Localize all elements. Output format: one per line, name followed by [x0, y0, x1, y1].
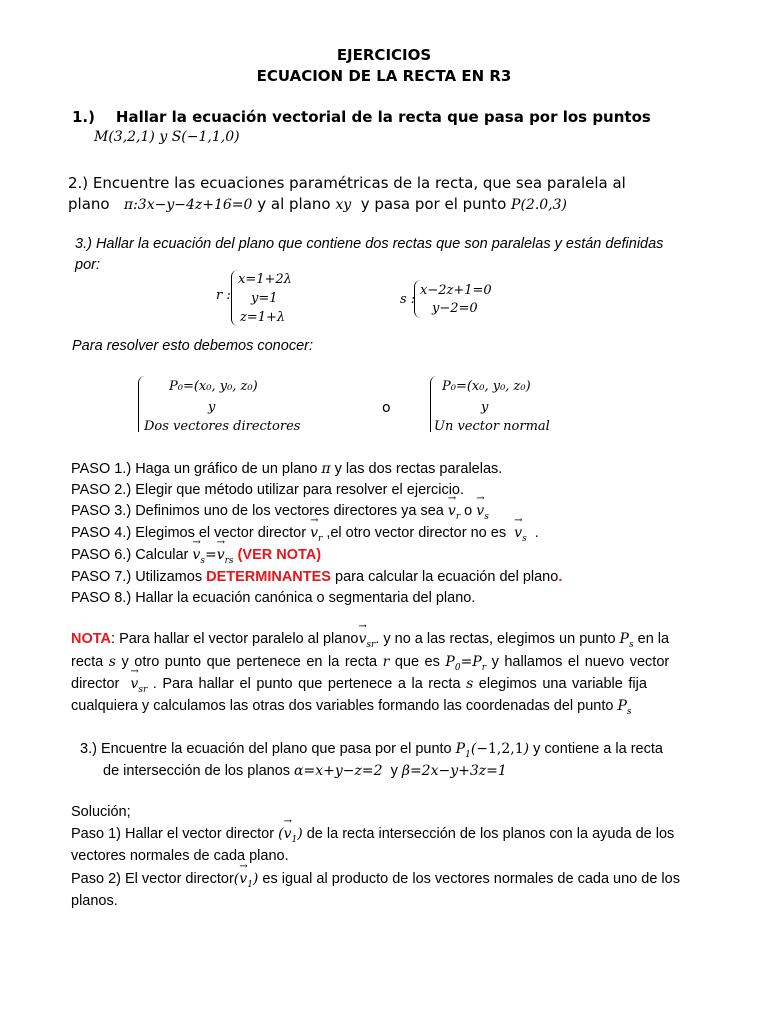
- paso-3-vector-s: → $v_s$: [476, 503, 489, 522]
- nota-line-2-d: y hallamos el nuevo vector: [491, 654, 670, 670]
- paso-3-or: o: [464, 503, 473, 519]
- requirements-right-normal: Un vector normal: [434, 419, 550, 432]
- solucion-paso-1-line-2: vectores normales de cada plano.: [71, 848, 289, 864]
- solucion-title: Solución;: [71, 804, 131, 820]
- line-r-eq-y: y=1: [251, 291, 278, 306]
- nota-line-3-b: . Para hallar el punto que pertenece a la recta: [152, 676, 461, 692]
- nota-vector-sr: → $v_{sr}$: [358, 631, 375, 650]
- exercise-4-line-2: [103, 763, 507, 779]
- exercise-3-line-2: por:: [75, 257, 100, 273]
- requirements-left-point: P₀=(x₀, y₀, z₀): [169, 379, 258, 394]
- paso-7-determinantes: DETERMINANTES: [206, 569, 331, 585]
- line-r-eq-x: x=1+2λ: [238, 272, 292, 287]
- paso-4-vector-r: → $v_r$: [310, 525, 322, 544]
- nota-line-2-b: y otro punto que pertenece en la recta: [121, 654, 378, 670]
- paso-4: [71, 525, 539, 544]
- paso-6: [71, 547, 321, 566]
- paso-3: [71, 503, 489, 522]
- solucion-paso-1-line-1: [71, 826, 674, 845]
- paso-4-vector-s: → $v_s$: [514, 525, 527, 544]
- exercise-4-line-1: [80, 741, 663, 760]
- nota-line-3-a: director: [71, 676, 120, 692]
- paso-2: PASO 2.) Elegir que método utilizar para resolver el ejercicio.: [71, 482, 465, 498]
- paso-1-text-a: PASO 1.) Haga un gráfico de un plano: [71, 461, 318, 477]
- nota-line-2-a: recta: [71, 654, 104, 670]
- nota-line-4-point: $P_s$: [617, 698, 632, 717]
- exercise-2-plane-equation: π:3x−y−4z+16=0: [123, 197, 253, 213]
- requirements-right-point: P₀=(x₀, y₀, z₀): [442, 379, 531, 394]
- solucion-paso-1-text-b: de la recta intersección de los planos con la ayuda de los: [306, 826, 675, 842]
- nota-line-3-s: s: [466, 676, 474, 692]
- solucion-paso-1-text-a: Paso 1) Hallar el vector director: [71, 826, 275, 842]
- solucion-paso-1-vector: (→ $v_1$): [278, 826, 303, 842]
- nota-line-2-equation: $P_0=P_r$: [445, 654, 487, 673]
- nota-line-3-c: elegimos una variable fija: [478, 676, 647, 692]
- line-s-eq-1: x−2z+1=0: [420, 283, 492, 298]
- line-s-eq-2: y−2=0: [432, 301, 478, 316]
- requirements-right-y: y: [481, 400, 489, 415]
- or-text: o: [382, 400, 391, 416]
- nota-point-ps: $P_s$: [619, 631, 634, 650]
- nota-label: NOTA: [71, 631, 112, 647]
- exercise-4-and: y: [390, 763, 398, 779]
- line-r-label: r :: [216, 288, 231, 303]
- solucion-paso-2-line-1: [71, 871, 680, 890]
- exercise-2-end-text: y pasa por el punto: [360, 195, 507, 213]
- paso-4-text-b: ,el otro vector director no es: [326, 525, 507, 541]
- paso-3-text: PASO 3.) Definimos uno de los vectores directores ya sea: [71, 503, 444, 519]
- requirements-right-block: [428, 372, 638, 432]
- paso-6-equation: → $v_s=\to v_{rs}$: [192, 547, 233, 563]
- exercise-3-line-1: 3.) Hallar la ecuación del plano que contiene dos rectas que son paralelas y están definidas: [75, 236, 664, 252]
- exercise-2-line-1: 2.) Encuentre las ecuaciones paramétricas de la recta, que sea paralela al: [68, 174, 626, 192]
- exercise-2-plano-word: plano: [68, 195, 110, 213]
- exercise-4-text-a: 3.) Encuentre la ecuación del plano que pasa por el punto: [80, 741, 452, 757]
- exercise-1-text: Hallar la ecuación vectorial de la recta que pasa por los puntos: [115, 108, 651, 126]
- paso-6-note-link[interactable]: (VER NOTA): [237, 547, 322, 563]
- nota-line-1-c: en la: [637, 631, 670, 647]
- nota-line-1-b: . y no a las rectas, elegimos un punto: [375, 631, 616, 647]
- paso-1-text-b: y las dos rectas paralelas.: [334, 461, 503, 477]
- nota-line-1: [71, 631, 669, 650]
- solucion-paso-2-text-b: es igual al producto de los vectores normales de cada uno de los: [262, 871, 680, 887]
- exercise-4-text-c: de intersección de los planos: [103, 763, 291, 779]
- nota-line-4-a: cualquiera y calculamos las otras dos variables formando las coordenadas del punto: [71, 698, 614, 714]
- nota-line-4: [71, 698, 632, 717]
- solucion-paso-2-vector: (→ $v_1$): [234, 871, 259, 887]
- requirements-left-block: [136, 372, 346, 432]
- nota-line-2-r: r: [382, 654, 390, 670]
- nota-line-2: [71, 654, 669, 673]
- exercise-4-text-b: y contiene a la recta: [533, 741, 663, 757]
- line-s-label: s :: [400, 292, 416, 307]
- paso-7-text-a: PASO 7.) Utilizamos: [71, 569, 203, 585]
- solucion-paso-2-line-2: planos.: [71, 893, 118, 909]
- paso-7: [71, 569, 562, 585]
- exercise-2-line-2: [68, 195, 567, 213]
- nota-line-3-vector: → $v_{sr}$: [130, 676, 147, 695]
- paso-7-text-b: para calcular la ecuación del plano: [335, 569, 559, 585]
- paso-4-dot: .: [534, 525, 539, 541]
- paso-6-text: PASO 6.) Calcular: [71, 547, 189, 563]
- exercise-2-plane-xy: xy: [335, 197, 352, 213]
- exercise-4-alpha-plane: α=x+y−z=2: [294, 763, 383, 779]
- conocer-text: Para resolver esto debemos conocer:: [72, 338, 313, 354]
- exercise-4-point: $P_1(-1,2,1)$: [455, 741, 530, 760]
- nota-line-2-c: que es: [394, 654, 440, 670]
- exercise-4-beta-plane: β=2x−y+3z=1: [401, 763, 507, 779]
- title-line-1: EJERCICIOS: [336, 46, 432, 64]
- exercise-2-point: P(2.0,3): [511, 197, 567, 213]
- paso-4-text-a: PASO 4.) Elegimos el vector director: [71, 525, 307, 541]
- paso-8: PASO 8.) Hallar la ecuación canónica o segmentaria del plano.: [71, 590, 476, 606]
- nota-line-3: [71, 676, 647, 695]
- line-r-brace: [231, 270, 238, 326]
- paso-7-dot: .: [558, 569, 563, 585]
- paso-3-vector-r: → $v_r$: [448, 503, 460, 522]
- solucion-paso-2-text-a: Paso 2) El vector director: [71, 871, 234, 887]
- exercise-1-heading: [72, 108, 651, 126]
- paso-1: [71, 461, 502, 477]
- requirements-left-y: y: [208, 400, 216, 415]
- requirements-left-vectors: Dos vectores directores: [144, 419, 301, 432]
- nota-line-1-a: : Para hallar el vector paralelo al plano: [111, 631, 359, 647]
- exercise-1-number: 1.): [72, 108, 95, 126]
- nota-line-2-s: s: [108, 654, 116, 670]
- line-r-eq-z: z=1+λ: [240, 310, 286, 325]
- paso-1-pi: π: [321, 461, 331, 477]
- title-line-2: ECUACION DE LA RECTA EN R3: [256, 67, 512, 85]
- exercise-2-mid-text: y al plano: [257, 195, 331, 213]
- exercise-1-points: M(3,2,1) y S(−1,1,0): [94, 129, 240, 145]
